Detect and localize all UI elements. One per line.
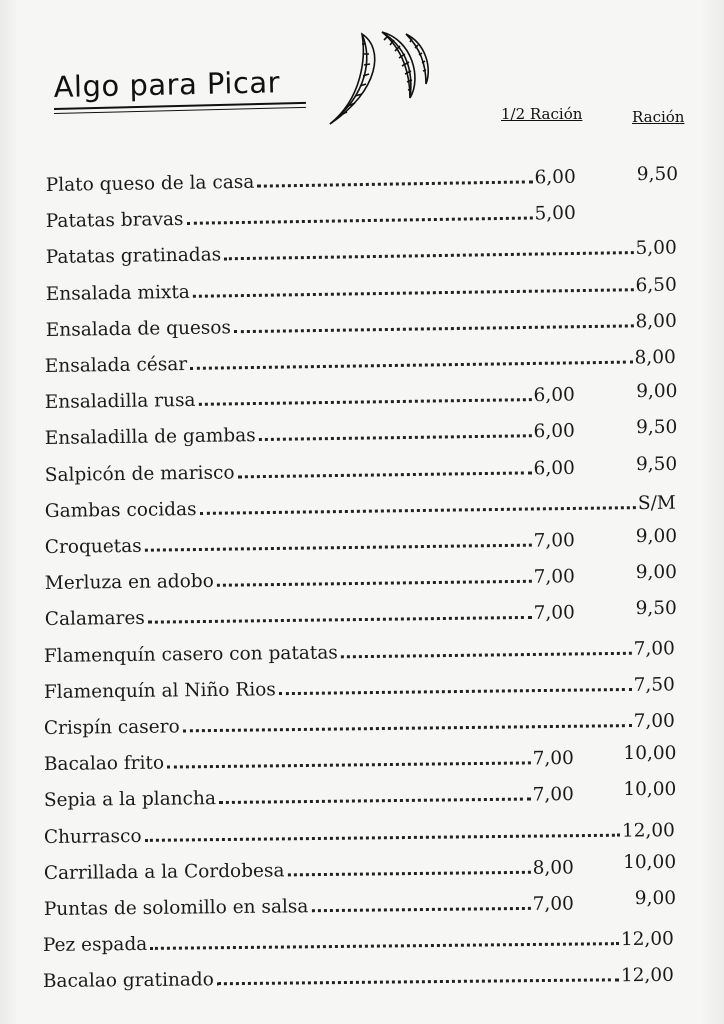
full-portion-price: S/M [637, 492, 676, 514]
column-header-full: Ración [632, 108, 685, 126]
menu-item-name: Salpicón de marisco [44, 462, 235, 486]
half-portion-price: 6,00 [533, 457, 575, 479]
menu-item-name: Flamenquín casero con patatas [44, 641, 339, 667]
menu-item-name: Ensaladilla de gambas [44, 425, 256, 450]
menu-item-row [45, 452, 575, 485]
full-portion-price: 9,50 [636, 164, 678, 185]
full-portion-price: 6,50 [635, 274, 677, 296]
menu-item-row [43, 960, 674, 992]
menu-item-name: Plato queso de la casa [45, 171, 255, 196]
menu-item-row [45, 198, 575, 232]
dot-leader [219, 798, 531, 805]
full-portion-price: 9,00 [636, 381, 678, 403]
full-portion-price: 9,00 [634, 888, 676, 909]
menu-item-name: Ensalada césar [45, 353, 188, 377]
menu-item-name: Bacalao frito [43, 752, 165, 776]
full-portion-price: 10,00 [623, 851, 677, 873]
half-portion-price: 5,00 [534, 203, 576, 225]
half-portion-price: 7,00 [533, 566, 575, 588]
dot-leader [151, 942, 620, 950]
menu-item-row [44, 561, 574, 594]
menu-item-row [45, 233, 676, 269]
menu-item-name: Ensalada de quesos [45, 317, 231, 341]
menu-item-name: Merluza en adobo [44, 571, 214, 595]
menu-item-row [44, 779, 574, 811]
full-portion-price: 10,00 [623, 743, 677, 765]
menu-item-row [45, 342, 676, 377]
menu-item-name: Ensaladilla rusa [44, 390, 196, 414]
menu-item-name: Churrasco [43, 825, 142, 848]
dot-leader [199, 398, 532, 406]
full-portion-price: 9,50 [636, 417, 678, 439]
menu-item-name: Ensalada mixta [45, 281, 190, 305]
half-portion-price: 7,00 [533, 602, 575, 625]
dot-leader [224, 251, 633, 260]
menu-item-row [44, 669, 675, 703]
menu-item-row [46, 162, 576, 196]
menu-item-name: Gambas cocidas [44, 498, 197, 522]
column-header-half: 1/2 Ración [501, 105, 583, 123]
full-portion-price: 12,00 [621, 928, 675, 951]
dot-leader [287, 871, 530, 877]
menu-item-row [44, 815, 675, 848]
menu-item-row [44, 706, 675, 739]
dot-leader [259, 435, 532, 442]
half-portion-price: 6,00 [533, 421, 576, 443]
dot-leader [167, 762, 531, 769]
dot-leader [186, 217, 532, 225]
menu-item-name: Patatas gratinadas [45, 244, 222, 269]
menu-item-row [44, 633, 675, 667]
menu-item-row [43, 852, 573, 884]
menu-item-name: Crispín casero [43, 716, 180, 739]
full-portion-price: 7,00 [633, 637, 676, 660]
menu-item-row [44, 598, 574, 631]
menu-item-row [45, 269, 676, 304]
section-title: Algo para Picar [53, 65, 281, 104]
menu-item-name: Calamares [44, 608, 145, 631]
dot-leader [311, 907, 530, 912]
menu-item-name: Carrillada a la Cordobesa [43, 860, 285, 884]
menu-item-row [45, 416, 575, 449]
dot-leader [191, 361, 633, 370]
menu-item-row [45, 306, 676, 341]
full-portion-price: 12,00 [621, 965, 675, 987]
half-portion-price: 6,00 [534, 166, 576, 189]
half-portion-price: 8,00 [532, 857, 574, 879]
half-portion-price: 7,00 [533, 530, 575, 552]
menu-item-row [45, 487, 676, 521]
full-portion-price: 9,50 [635, 453, 678, 475]
menu-item-name: Sepia a la plancha [43, 788, 216, 812]
half-portion-price: 7,00 [532, 784, 574, 806]
menu-item-name: Puntas de solomillo en salsa [43, 896, 309, 920]
dot-leader [183, 724, 632, 732]
full-portion-price: 8,00 [634, 310, 677, 333]
dot-leader [217, 979, 619, 986]
menu-item-name: Croquetas [44, 535, 142, 558]
menu-item-row [43, 924, 674, 956]
dot-leader [147, 616, 531, 624]
dot-leader [341, 651, 632, 658]
dot-leader [200, 506, 636, 515]
dot-leader [144, 544, 531, 552]
menu-item-name: Flamenquín al Niño Rios [44, 679, 277, 703]
full-portion-price: 10,00 [623, 779, 677, 801]
dot-leader [279, 688, 632, 695]
half-portion-price: 7,00 [532, 893, 574, 915]
menu-item-row [44, 743, 574, 775]
full-portion-price: 5,00 [635, 237, 677, 260]
dot-leader [144, 833, 619, 841]
full-portion-price: 9,00 [635, 562, 677, 584]
dot-leader [257, 180, 532, 187]
menu-item-name: Pez espada [43, 934, 148, 957]
dot-leader [217, 580, 532, 587]
dot-leader [238, 471, 532, 478]
menu-item-row [44, 525, 574, 558]
full-portion-price: 9,00 [635, 526, 677, 547]
full-portion-price: 7,50 [633, 674, 676, 696]
half-portion-price: 7,00 [532, 748, 575, 770]
full-portion-price: 7,00 [633, 710, 676, 733]
full-portion-price: 9,50 [635, 598, 677, 620]
dot-leader [192, 288, 633, 298]
menu-item-row [45, 380, 575, 413]
half-portion-price: 6,00 [533, 384, 576, 407]
full-portion-price: 8,00 [634, 346, 677, 369]
menu-item-name: Bacalao gratinado [43, 969, 215, 993]
menu-item-row [43, 888, 573, 920]
menu-item-name: Patatas bravas [45, 209, 184, 233]
full-portion-price: 12,00 [621, 819, 675, 842]
dot-leader [234, 324, 634, 333]
